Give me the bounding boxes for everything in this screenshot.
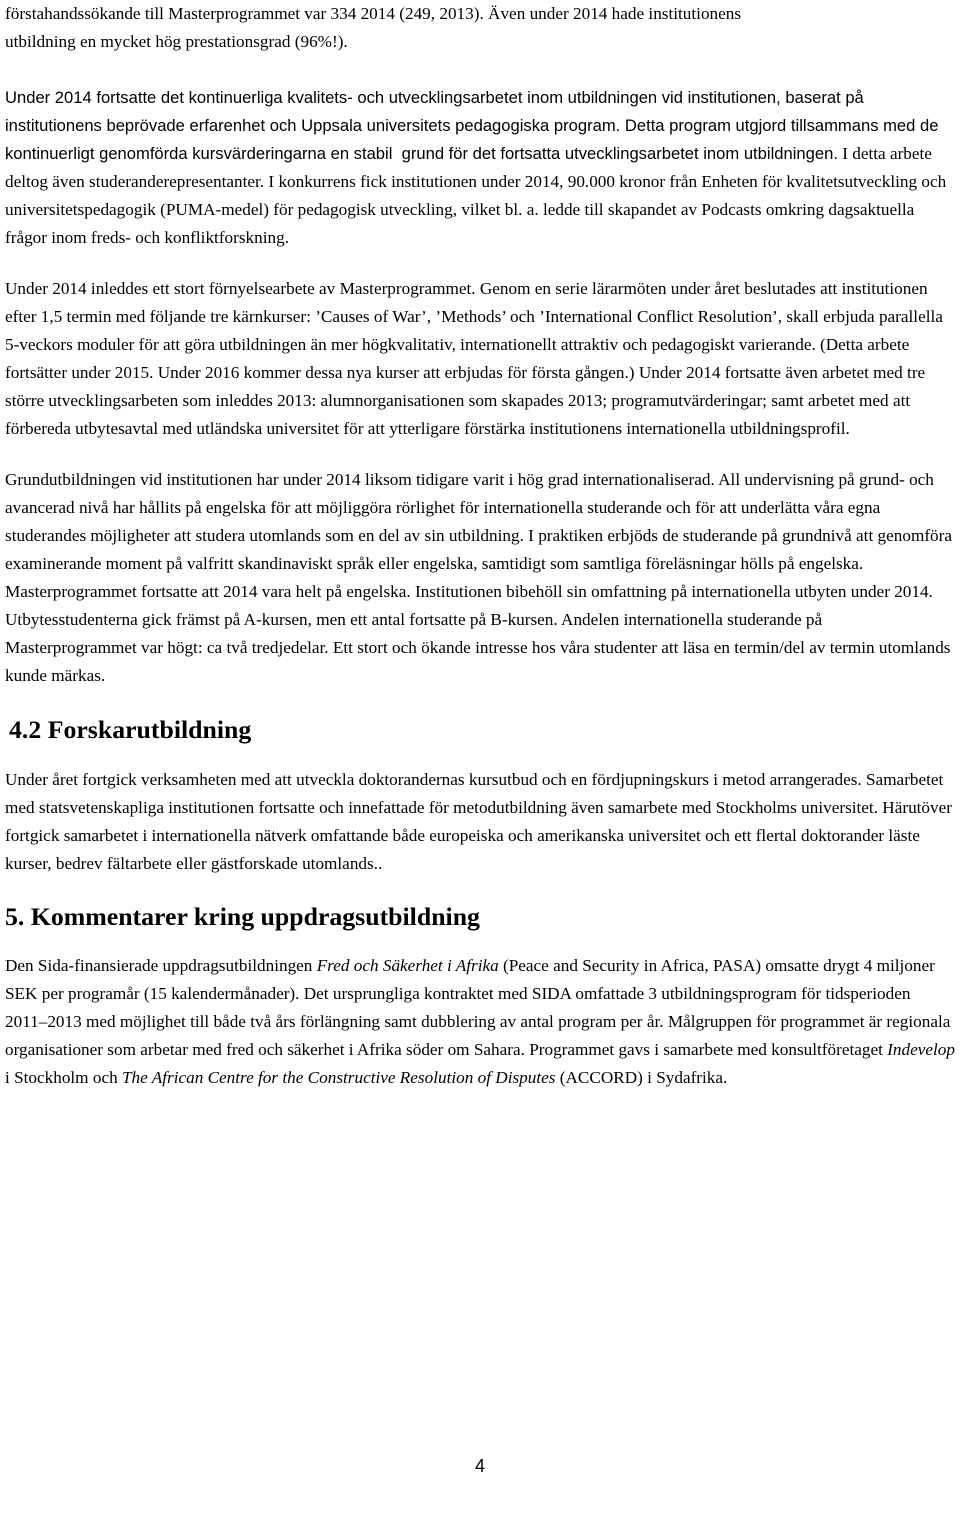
commissioned-text-3: i Stockholm och: [5, 1040, 960, 1087]
heading-uppdragsutbildning: 5. Kommentarer kring uppdragsutbildning: [5, 902, 480, 931]
page-number: 4: [474, 1456, 485, 1476]
commissioned-text-2: (Peace and Security in Africa, PASA) omsatte drygt 4 miljoner SEK per programår (15 kalendermånader). Det ursprungliga kontraktet med SIDA omfattade 3 utbildningsprogram för tidsperioden 2011–2013 med möjlighet till både två års förlängning samt dubblering av antal program per år. Målgruppen för programmet är regionala organisationer som arbetar med fred och säkerhet i Afrika söder om Sahara. Programmet gavs i samarbete med konsultföretaget: [5, 956, 955, 1059]
commissioned-partner-accord: The African Centre for the Constructive Resolution of Disputes: [121, 1068, 556, 1087]
document-page: [5, 0, 960, 1092]
paragraph-applicants: [5, 0, 955, 56]
heading-forskarutbildning: 4.2 Forskarutbildning: [9, 715, 252, 744]
commissioned-title-pasa: Fred och Säkerhet i Afrika: [316, 956, 499, 975]
commissioned-partner-indevelop: Indevelop: [887, 1040, 955, 1059]
commissioned-text-4: (ACCORD) i Sydafrika.: [555, 1068, 728, 1087]
paragraph-quality-work-part-d: ledde till skapandet av Podcasts omkring dagsaktuella frågor inom freds- och konfliktforskning.: [5, 200, 919, 247]
paragraph-master-renewal: Under 2014 inleddes ett stort förnyelsearbete av Masterprogrammet. Genom en serie lärarmöten under året beslutades att institutionen efter 1,5 termin med följande tre kärnkurser: ’Causes of War’, ’Methods’ och ’International Conflict Resolution’, skall erbjuda parallella 5-veckors moduler för att göra utbildningen än mer högkvalitativ, internationellt attraktiv och pedagogiskt varierande. (Detta arbete fortsätter under 2015. Under 2016 kommer dessa nya kurser att erbjudas för första gången.) Under 2014 fortsatte även arbetet med tre större utvecklingsarbeten som inleddes 2013: alumnorganisationen som skapades 2013; programutvärderingar; samt arbetet med att förbereda utbytesavtal med utländska universitet för att ytterligare förstärka institutionens internationella utbildningsprofil.: [5, 279, 948, 438]
paragraph-applicants-line1: förstahandssökande till Masterprogrammet var 334 2014 (249, 2013). Även under 2014 hade institutionens: [5, 4, 742, 23]
paragraph-undergraduate: Grundutbildningen vid institutionen har under 2014 liksom tidigare varit i hög grad internationaliserad. All undervisning på grund- och avancerad nivå har hållits på engelska för att möjliggöra rörlighet för internationella studerande och för att underlätta våra egna studerandes möjligheter att studera utomlands som en del av sin utbildning. I praktiken erbjöds de studerande på grundnivå att genomföra examinerande moment på valfritt skandinaviskt språk eller engelska, samtidigt som samtliga föreläsningar hölls på engelska. Masterprogrammet fortsatte att 2014 vara helt på engelska. Institutionen bibehöll sin omfattning på internationella utbyten under 2014. Utbytesstudenterna gick främst på A-kursen, men ett antal fortsatte på B-kursen. Andelen internationella studerande på Masterprogrammet var högt: ca två tredjedelar. Ett stort och ökande intresse hos våra studenter att läsa en termin/del av termin utomlands kunde märkas.: [5, 470, 957, 685]
paragraph-quality-work: [5, 84, 955, 252]
paragraph-doctoral: Under året fortgick verksamheten med att utveckla doktorandernas kursutbud och en fördjupningskurs i metod arrangerades. Samarbetet med statsvetenskapliga institutionen fortsatte och innefattade för metodutbildning även samarbete med Stockholms universitet. Härutöver fortgick samarbetet i internationella nätverk omfattande både europeiska och amerikanska universitet och ett flertal doktorander läste kurser, bedrev fältarbete eller gästforskade utomlands..: [5, 770, 957, 873]
paragraph-applicants-line2: utbildning en mycket hög prestationsgrad (96%!).: [5, 32, 348, 51]
paragraph-quality-work-part-a: Under 2014 fortsatte det kontinuerliga kvalitets- och utvecklingsarbetet inom utbildningen vid institutionen, baserat på institutionens beprövade erfarenhet och Uppsala universitets pedagogiska program.: [5, 88, 869, 135]
paragraph-quality-work-part-c: I detta arbete deltog även studeranderepresentanter. I konkurrens fick institutionen under 2014, 90.000 kronor från Enheten för kvalitetsutveckling och universitetspedagogik (PUMA-medel) för pedagogisk utveckling, vilket bl. a.: [5, 144, 951, 219]
paragraph-quality-work-part-b: Detta program utgjord tillsammans med de kontinuerligt genomförda kursvärderingarna en stabil grund för det fortsatta utvecklingsarbetet inom utbildningen.: [5, 116, 944, 163]
paragraph-commissioned: [5, 952, 960, 1092]
commissioned-text-1: Den Sida-finansierade uppdragsutbildningen: [5, 956, 317, 975]
